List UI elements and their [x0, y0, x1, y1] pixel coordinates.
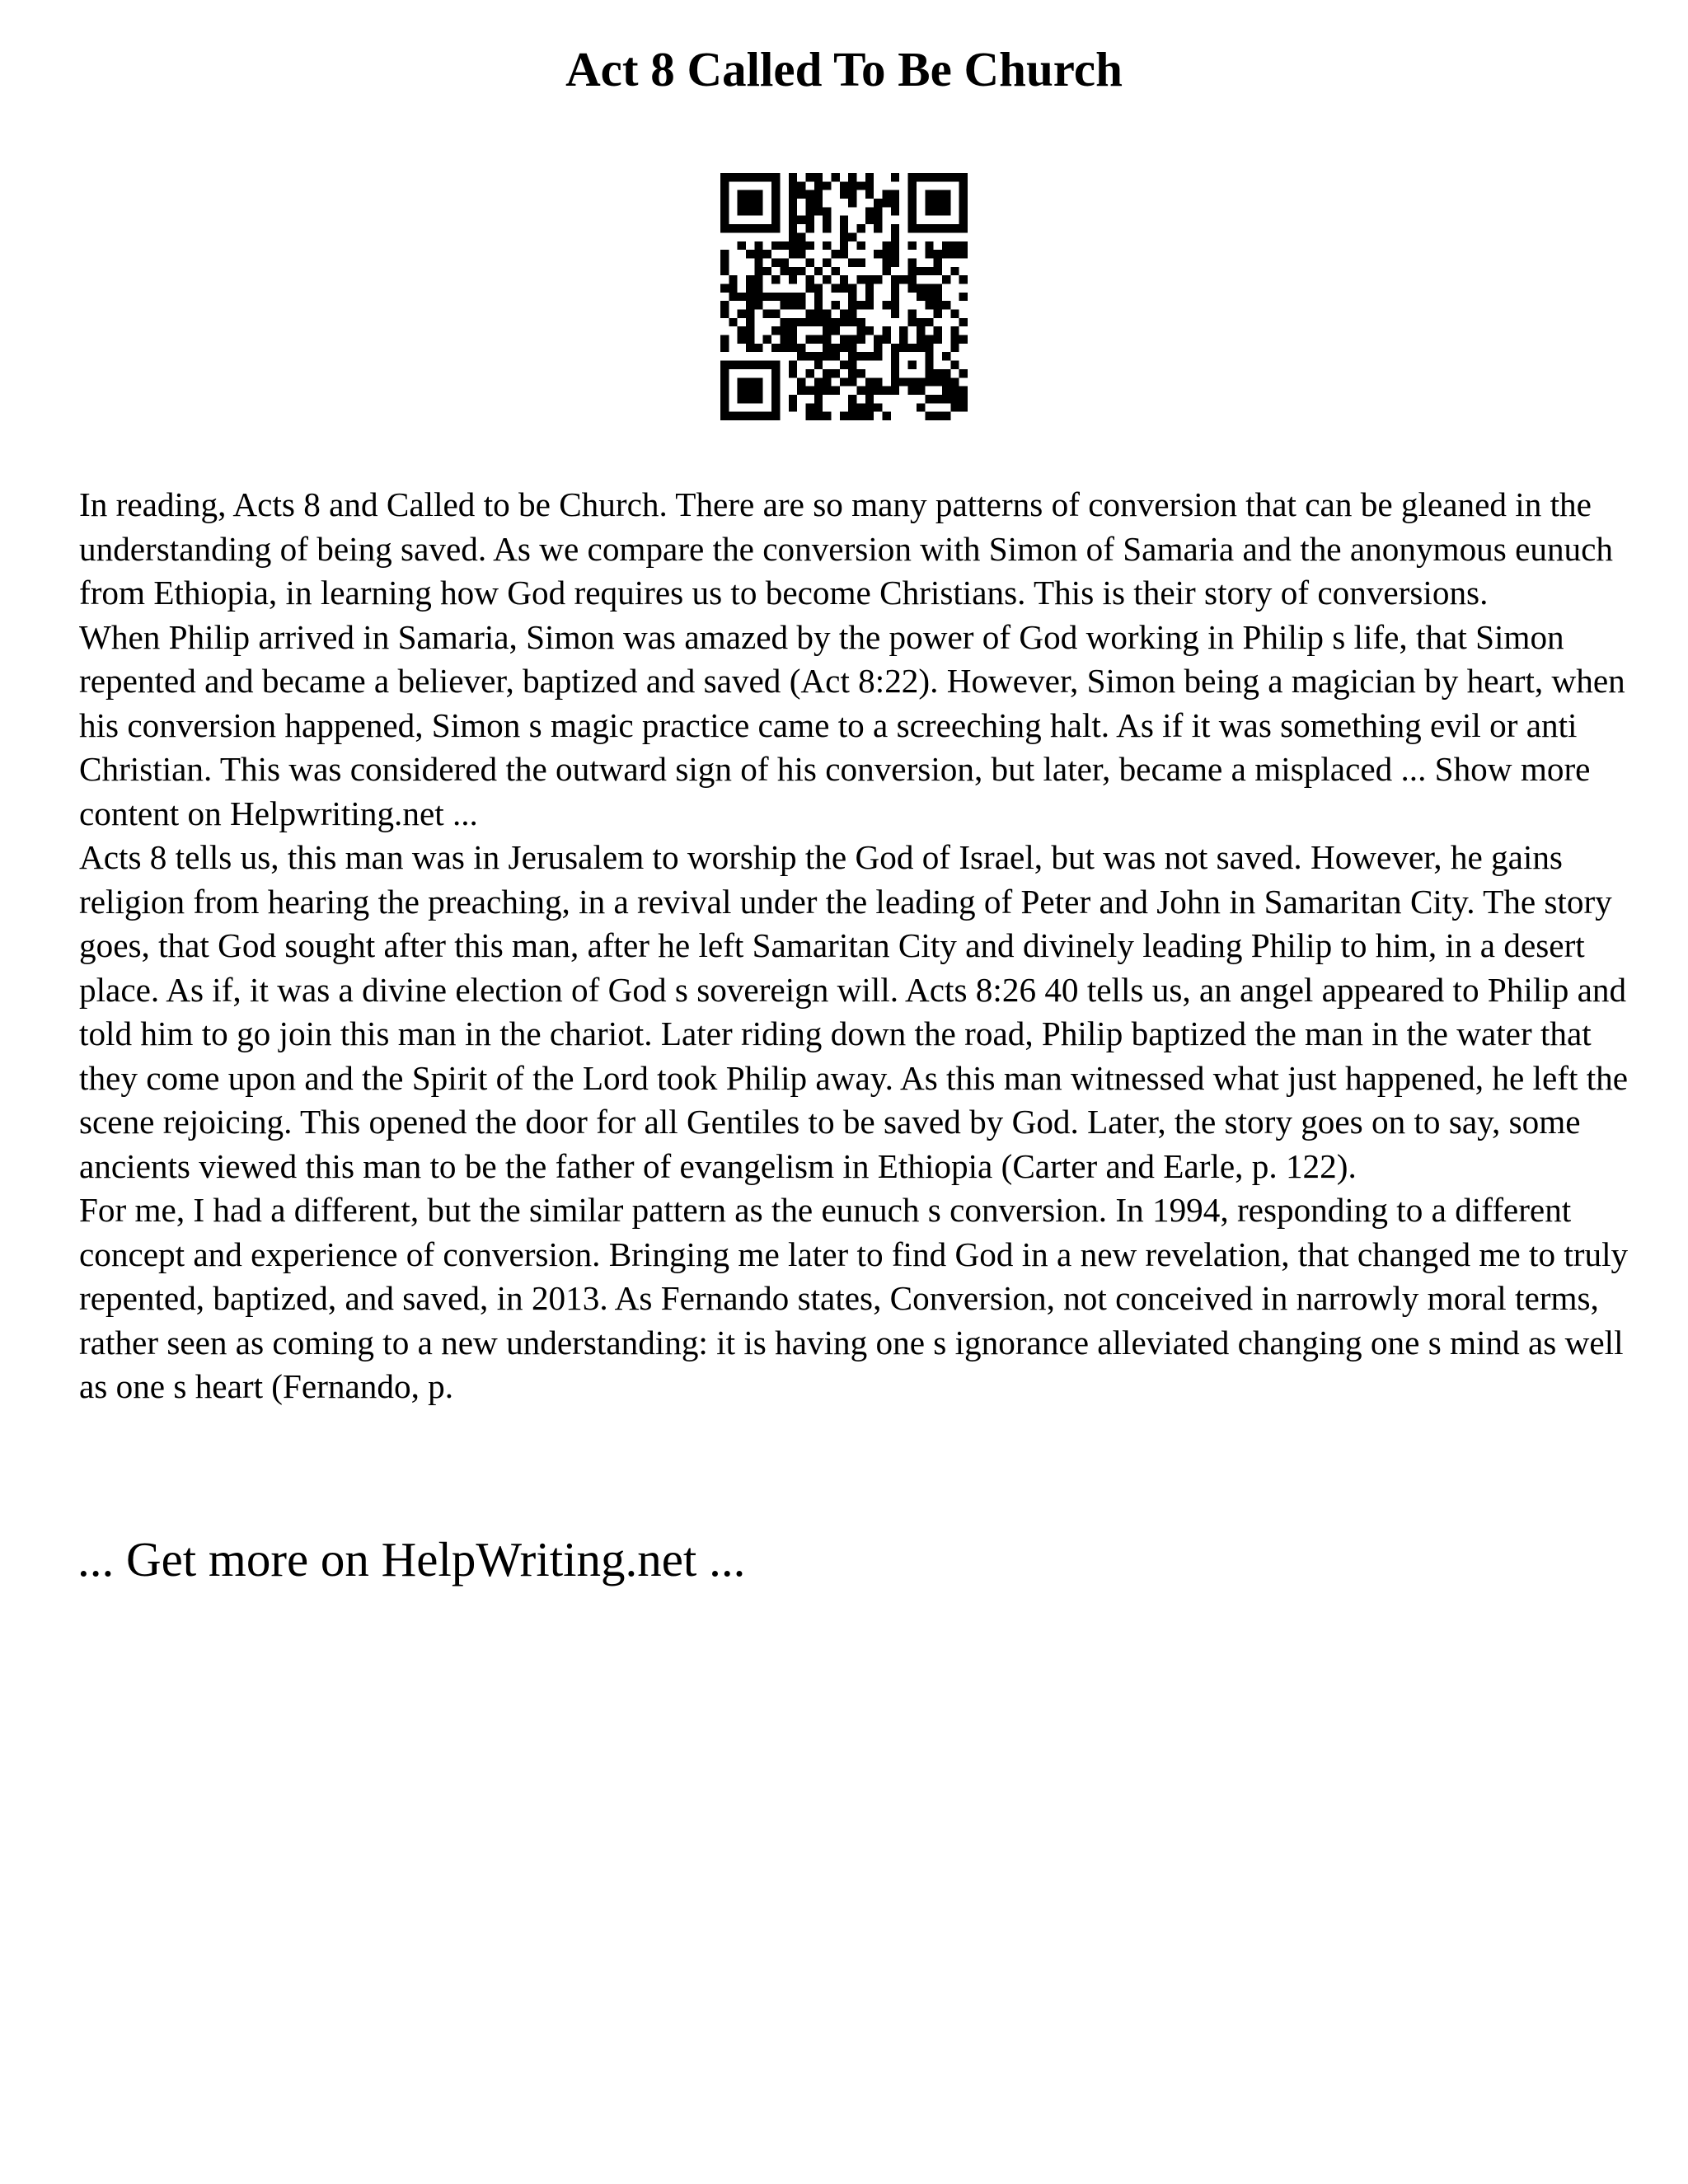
page-title: Act 8 Called To Be Church	[565, 42, 1123, 96]
paragraph: For me, I had a different, but the similar pattern as the eunuch s conversion. In 1994, responding to a different concept and experience of conversion. Bringing me later to find God in a new revelation, that changed me to truly repented, baptized, and saved, in 2013. As Fernando states, Conversion, not conceived in narrowly moral terms, rather seen as coming to a new understanding: it is having one s ignorance alleviated changing one s mind as well as one s heart (Fernando, p.	[79, 1191, 1629, 1405]
qr-code-icon	[720, 173, 968, 420]
paragraph: In reading, Acts 8 and Called to be Church. There are so many patterns of conversion that can be gleaned in the understanding of being saved. As we compare the conversion with Simon of Samaria and the anonymous eunuch from Ethiopia, in learning how God requires us to become Christians. This is their story of conversions.	[79, 485, 1614, 612]
paragraph: Acts 8 tells us, this man was in Jerusalem to worship the God of Israel, but was not saved. However, he gains religion from hearing the preaching, in a revival under the leading of Peter and John in Samaritan City. The story goes, that God sought after this man, after he left Samaritan City and divinely leading Philip to him, in a desert place. As if, it was a divine election of God s sovereign will. Acts 8:26 40 tells us, an angel appeared to Philip and told him to go join this man in the chariot. Later riding down the road, Philip baptized the man in the water that they come upon and the Spirit of the Lord took Philip away. As this man witnessed what just happened, he left the scene rejoicing. This opened the door for all Gentiles to be saved by God. Later, the story goes on to say, some ancients viewed this man to be the father of evangelism in Ethiopia (Carter and Earle, p. 122).	[79, 838, 1629, 1185]
document-body	[79, 483, 1629, 1409]
get-more-link[interactable]: ... Get more on HelpWriting.net ...	[77, 1532, 746, 1586]
paragraph: When Philip arrived in Samaria, Simon was amazed by the power of God working in Philip s life, that Simon repented and became a believer, baptized and saved (Act 8:22). However, Simon being a magician by heart, when his conversion happened, Simon s magic practice came to a screeching halt. As if it was something evil or anti Christian. This was considered the outward sign of his conversion, but later, became a misplaced ... Show more content on Helpwriting.net ...	[79, 617, 1625, 832]
